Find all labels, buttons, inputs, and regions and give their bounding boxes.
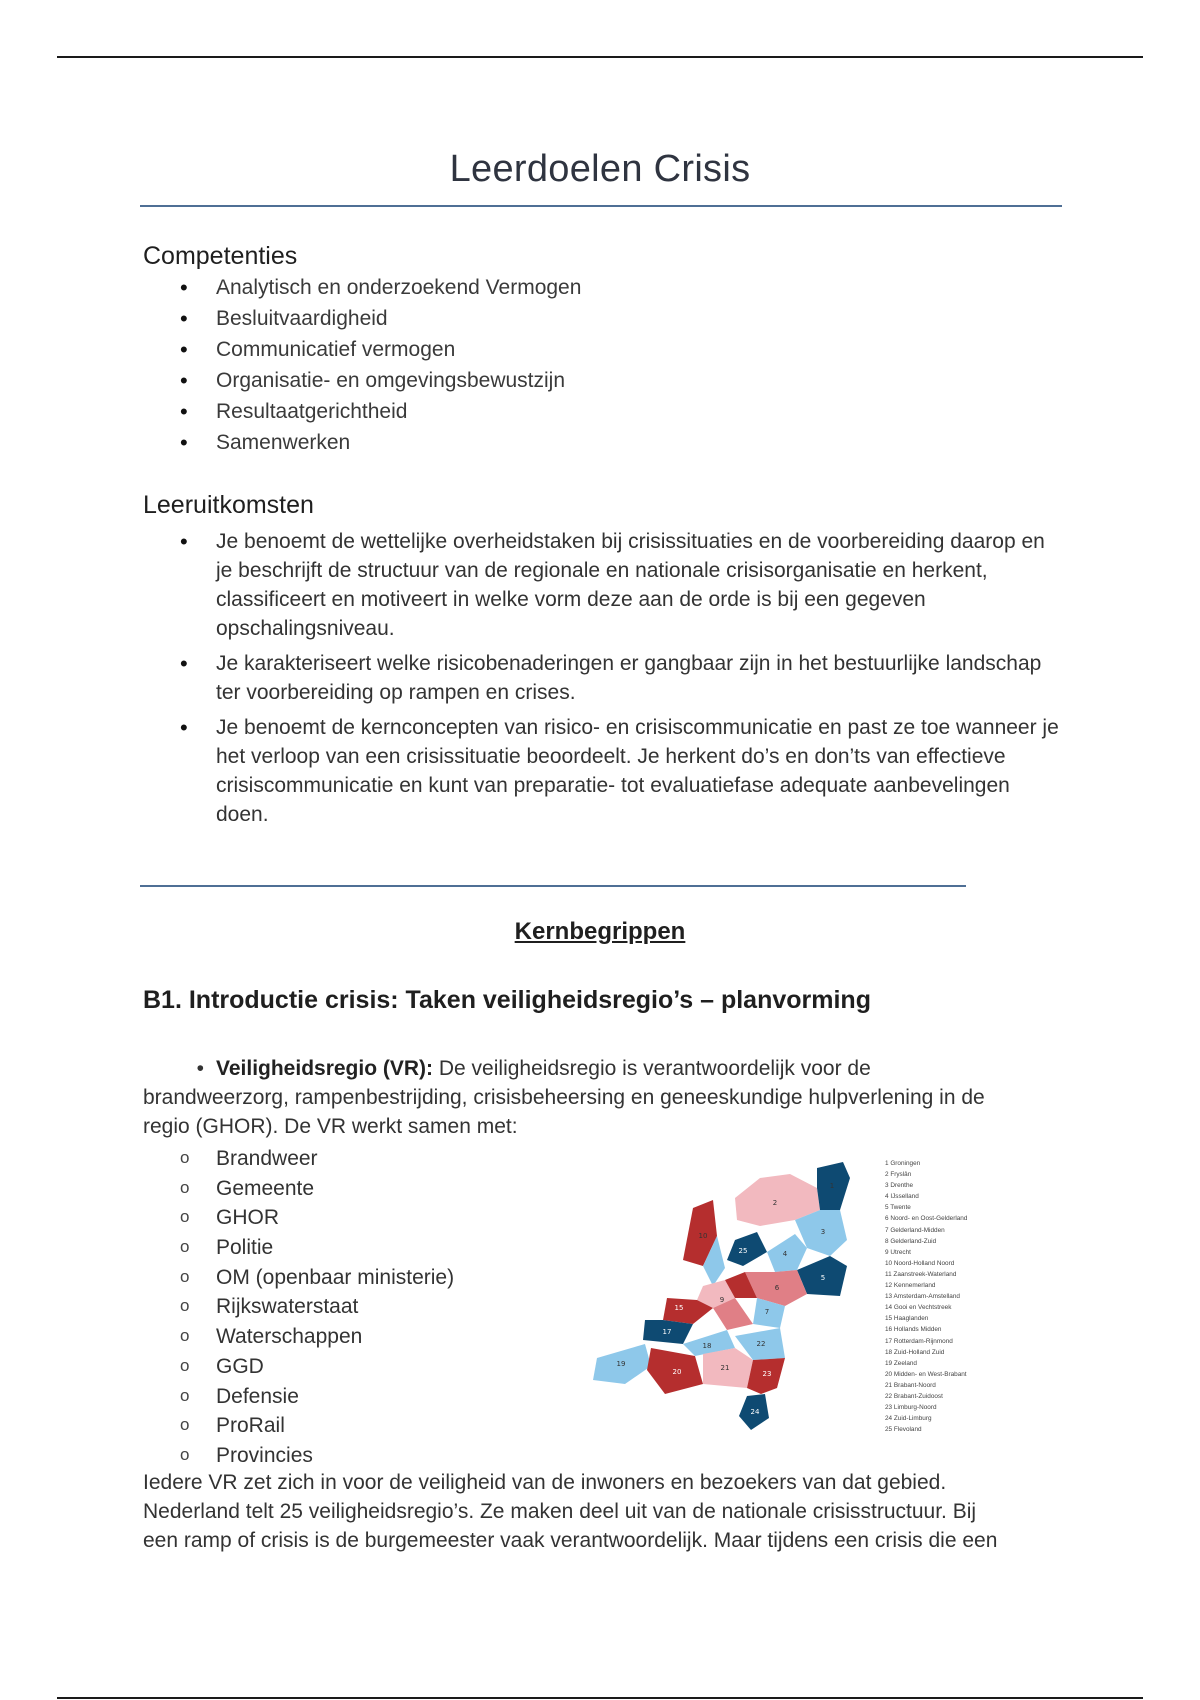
svg-text:24: 24 <box>750 1408 760 1416</box>
svg-text:18: 18 <box>702 1342 712 1350</box>
list-item: • Organisatie- en omgevingsbewustzijn <box>143 365 581 396</box>
competenties-list <box>143 272 581 458</box>
list-item: o Gemeente <box>143 1174 454 1204</box>
svg-text:15: 15 <box>674 1304 684 1312</box>
svg-text:23: 23 <box>762 1370 772 1378</box>
page-title: Leerdoelen Crisis <box>449 148 751 190</box>
legend-item: 14 Gooi en Vechtstreek <box>885 1304 952 1312</box>
legend-item: 9 Utrecht <box>885 1248 911 1256</box>
svg-text:20: 20 <box>672 1368 682 1376</box>
legend-item: 12 Kennemerland <box>885 1282 936 1290</box>
text-line: Nederland telt 25 veiligheidsregio’s. Ze maken deel uit van de nationale crisisstructuur. Bij <box>143 1500 977 1523</box>
svg-text:19: 19 <box>616 1360 626 1368</box>
map-legend <box>885 1158 967 1435</box>
leeruitkomsten-heading: Leeruitkomsten <box>143 491 314 519</box>
legend-item: 2 Fryslân <box>885 1171 912 1179</box>
svg-text:17: 17 <box>662 1328 672 1336</box>
list-item: o Rijkswaterstaat <box>143 1292 454 1322</box>
text-line: brandweerzorg, rampenbestrijding, crisisbeheersing en geneeskundige hulpverlening in de <box>143 1086 985 1109</box>
legend-item: 13 Amsterdam-Amstelland <box>885 1293 960 1301</box>
title-underline <box>140 205 1062 207</box>
svg-text:4: 4 <box>782 1250 788 1258</box>
list-item: o Brandweer <box>143 1144 454 1174</box>
list-item: o Politie <box>143 1233 454 1263</box>
list-item: • Besluitvaardigheid <box>143 303 581 334</box>
svg-text:25: 25 <box>738 1247 748 1255</box>
legend-item: 20 Midden- en West-Brabant <box>885 1370 967 1378</box>
definition: De veiligheidsregio is verantwoordelijk voor de <box>433 1057 871 1080</box>
list-item: • Je benoemt de kernconcepten van risico- en crisiscommunicatie en past ze toe wanneer je het verloop van een crisissituatie beoordeelt. Je herkent do’s en don’ts van effectieve crisiscommunicatie en kunt van preparatie- tot evaluatiefase adequate aanbevelingen doen. <box>143 713 1063 829</box>
list-item: o Provincies <box>143 1441 454 1471</box>
section-divider <box>140 885 966 887</box>
legend-item: 11 Zaanstreek-Waterland <box>885 1270 957 1278</box>
legend-item: 21 Brabant-Noord <box>885 1381 936 1389</box>
legend-item: 17 Rotterdam-Rijnmond <box>885 1337 953 1345</box>
svg-text:2: 2 <box>772 1199 778 1207</box>
legend-item: 19 Zeeland <box>885 1359 917 1367</box>
legend-item: 1 Groningen <box>885 1160 921 1167</box>
top-rule <box>57 56 1143 58</box>
legend-item: 8 Gelderland-Zuid <box>885 1237 937 1245</box>
legend-item: 22 Brabant-Zuidoost <box>885 1392 943 1400</box>
legend-item: 4 IJsselland <box>885 1193 919 1201</box>
list-item: • Analytisch en onderzoekend Vermogen <box>143 272 581 303</box>
list-item: o GHOR <box>143 1203 454 1233</box>
leeruitkomsten-list <box>143 527 1063 835</box>
legend-item: 16 Hollands Midden <box>885 1326 942 1334</box>
list-item: • Resultaatgerichtheid <box>143 396 581 427</box>
section-b1-heading: B1. Introductie crisis: Taken veiligheidsregio’s – planvorming <box>143 986 871 1014</box>
svg-text:7: 7 <box>764 1308 770 1316</box>
list-item: o Waterschappen <box>143 1322 454 1352</box>
legend-item: 24 Zuid-Limburg <box>885 1415 932 1423</box>
legend-item: 25 Flevoland <box>885 1426 922 1434</box>
svg-text:5: 5 <box>820 1274 826 1282</box>
svg-text:21: 21 <box>720 1364 730 1372</box>
list-item: o OM (openbaar ministerie) <box>143 1263 454 1293</box>
competenties-heading: Competenties <box>143 242 298 270</box>
term: Veiligheidsregio (VR): <box>216 1057 434 1080</box>
bullet-icon: • <box>196 1057 204 1080</box>
legend-item: 5 Twente <box>885 1204 911 1212</box>
svg-text:6: 6 <box>774 1284 780 1292</box>
veiligheidsregio-paragraph <box>143 1054 1063 1141</box>
legend-item: 15 Haaglanden <box>885 1315 929 1323</box>
list-item: • Communicatief vermogen <box>143 334 581 365</box>
text-line: een ramp of crisis is de burgemeester vaak verantwoordelijk. Maar tijdens een crisis die een <box>143 1529 998 1552</box>
list-item: • Je benoemt de wettelijke overheidstaken bij crisissituaties en de voorbereiding daarop en je beschrijft de structuur van de regionale en nationale crisisorganisatie en herkent, classificeert en motiveert in welke vorm deze aan de orde is bij een gegeven opschalingsniveau. <box>143 527 1063 643</box>
svg-text:9: 9 <box>719 1296 725 1304</box>
text-line: Iedere VR zet zich in voor de veiligheid van de inwoners en bezoekers van dat gebied. <box>143 1471 947 1494</box>
closing-paragraph <box>143 1468 1063 1555</box>
partners-list <box>143 1144 454 1471</box>
svg-text:22: 22 <box>756 1340 766 1348</box>
legend-item: 10 Noord-Holland Noord <box>885 1259 955 1267</box>
legend-item: 6 Noord- en Oost-Gelderland <box>885 1215 968 1223</box>
svg-text:3: 3 <box>820 1228 826 1236</box>
list-item: o ProRail <box>143 1411 454 1441</box>
list-item: o Defensie <box>143 1382 454 1412</box>
list-item: o GGD <box>143 1352 454 1382</box>
svg-text:10: 10 <box>698 1232 708 1240</box>
svg-text:1: 1 <box>829 1182 835 1190</box>
list-item: • Samenwerken <box>143 427 581 458</box>
bottom-rule <box>57 1697 1143 1699</box>
text-line: regio (GHOR). De VR werkt samen met: <box>143 1115 518 1138</box>
legend-item: 18 Zuid-Holland Zuid <box>885 1348 945 1356</box>
list-item: • Je karakteriseert welke risicobenaderingen er gangbaar zijn in het bestuurlijke landschap ter voorbereiding op rampen en crises. <box>143 649 1063 707</box>
legend-item: 7 Gelderland-Midden <box>885 1226 945 1234</box>
legend-item: 3 Drenthe <box>885 1182 914 1190</box>
kernbegrippen-heading: Kernbegrippen <box>514 918 686 945</box>
legend-item: 23 Limburg-Noord <box>885 1404 937 1412</box>
